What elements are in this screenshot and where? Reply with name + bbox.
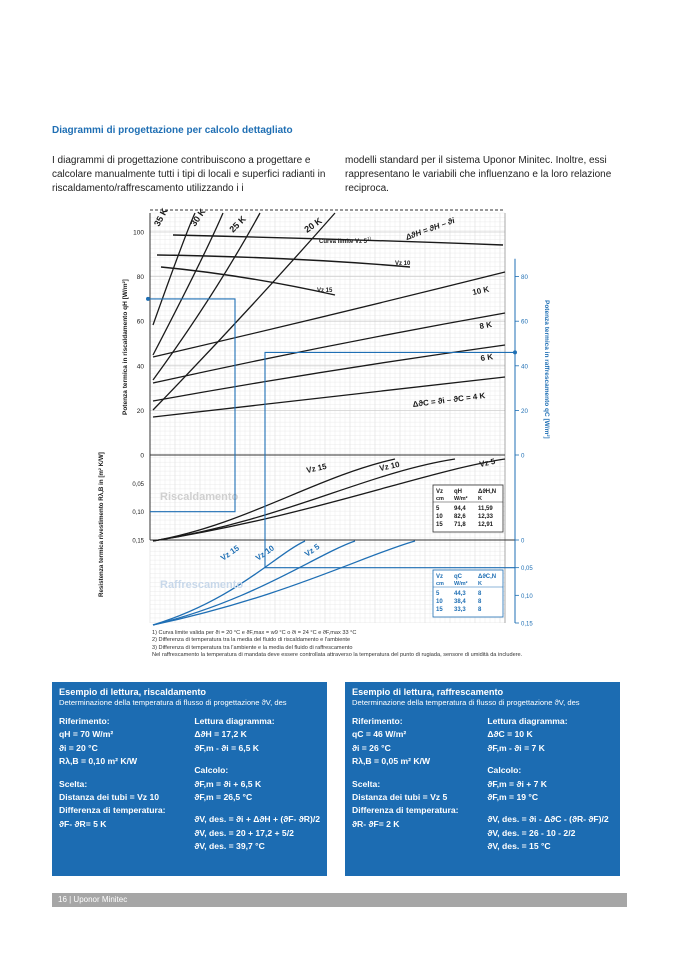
limit-label-superscript: 1) <box>367 236 372 241</box>
cooling-table-unit: W/m² <box>454 581 468 587</box>
line-gap <box>487 755 613 764</box>
heating-reading-point <box>146 297 150 301</box>
section-title: Diagrammi di progettazione per calcolo dettagliato <box>52 125 293 136</box>
left-tick-label: 100 <box>133 229 144 237</box>
left-tick-label: 20 <box>136 407 144 415</box>
example-line: Scelta: <box>352 778 381 789</box>
example-line: qC = 46 W/m² <box>352 729 407 740</box>
resistance-tick-label: 0,15 <box>132 538 144 545</box>
line-gap <box>59 769 194 778</box>
heating-table-unit: K <box>478 496 482 502</box>
example-line: ϑV, des. = 15 °C <box>487 841 551 852</box>
example-line: Distanza dei tubi = Vz 10 <box>59 792 160 803</box>
footnote: 2) Differenza di temperatura tra la media del fluido di riscaldamento e l'ambiente <box>152 637 351 644</box>
heating-table-cell: 5 <box>436 506 440 512</box>
footnote: 3) Differenza di temperatura tra l'ambiente e la media del fluido di raffrescamento <box>152 644 353 651</box>
left-tick-label: 0 <box>140 452 144 460</box>
example-line: ϑF- ϑR= 5 K <box>59 818 107 829</box>
example-line: Scelta: <box>59 778 88 789</box>
right-tick-label: 20 <box>521 407 528 415</box>
cooling-table-header: Vz <box>436 574 444 580</box>
limit-vz10-label: Vz 10 <box>395 261 411 267</box>
cooling-table-unit: cm <box>436 581 444 587</box>
diagram-footnotes <box>152 630 622 660</box>
example-cooling-subtitle: Determinazione della temperatura di flusso di progettazione ϑV, des <box>352 698 580 707</box>
right-tick-label: 40 <box>521 363 528 371</box>
example-line: ϑF,m = ϑi + 6,5 K <box>194 778 262 789</box>
example-line: ϑF,m - ϑi = 6,5 K <box>194 742 260 753</box>
example-line: ϑV, des. = 39,7 °C <box>194 841 265 852</box>
footer-text: 16 | Uponor Minitec <box>58 895 128 904</box>
footnote: Nel raffrescamento la temperatura di mandata deve essere controllata attraverso la temperatura del punto di rugiada, sensore di umidità da includere. <box>152 652 523 659</box>
line-gap <box>352 769 487 778</box>
cooling-curve-label: 6 K <box>479 352 494 363</box>
heating-table-header: ΔϑH,N <box>478 489 497 495</box>
design-diagram <box>95 205 565 635</box>
example-line: ϑF,m = 26,5 °C <box>194 792 253 803</box>
heating-curve-label: 35 K <box>151 206 170 228</box>
example-heating-subtitle: Determinazione della temperatura di flusso di progettazione ϑV, des <box>59 698 287 707</box>
heating-reading-guide <box>148 299 235 512</box>
left-tick-label: 80 <box>136 274 144 282</box>
example-line: ΔϑH = 17,2 K <box>194 729 247 740</box>
cooling-table-unit: K <box>478 581 482 587</box>
heating-resistance-label: Vz 15 <box>305 461 328 475</box>
cooling-resistance-tick-label: 0 <box>521 538 525 545</box>
example-line: Lettura diagramma: <box>487 716 568 726</box>
heating-curve-label: 30 K <box>188 206 208 229</box>
heating-resistance-label: Vz 5 <box>478 456 497 469</box>
heating-table-unit: W/m² <box>454 496 468 502</box>
heating-resistance-label: Vz 10 <box>378 459 401 473</box>
limit-label: Curva limite Vz 5 <box>319 239 368 245</box>
cooling-region-label: Raffrescamento <box>160 579 244 591</box>
heating-table-unit: cm <box>436 496 444 502</box>
cooling-resistance-label: Vz 15 <box>218 543 241 563</box>
example-line: ϑV, des. = 20 + 17,2 + 5/2 <box>194 827 294 838</box>
example-heating-title: Esempio di lettura, riscaldamento <box>59 687 207 697</box>
example-line: ϑF,m = ϑi + 7 K <box>487 778 548 789</box>
heating-curve-2 <box>153 213 260 380</box>
example-line: Differenza di temperatura: <box>352 805 459 816</box>
cooling-resistance-label: Vz 5 <box>302 542 322 559</box>
delta-heating-label: ΔϑH = ϑH – ϑi <box>404 215 456 242</box>
cooling-reading-point <box>513 350 517 354</box>
example-line: Rλ,B = 0,10 m² K/W <box>59 756 138 767</box>
heating-table-header: qH <box>454 489 462 495</box>
intro-text-left: I diagrammi di progettazione contribuiscono a progettare e calcolare manualmente tutti i tipi di locali e superfici radianti in riscaldamento/raffrescamento utilizzando i i <box>52 155 326 194</box>
cooling-table-cell: 15 <box>436 607 443 613</box>
heating-table-cell: 94,4 <box>454 506 466 512</box>
example-line: Rλ,B = 0,05 m² K/W <box>352 756 431 767</box>
cooling-curve-label: 10 K <box>471 284 490 297</box>
right-axis-title: Potenza termica in raffrescamento qC [W/m²] <box>543 300 550 439</box>
example-line: Calcolo: <box>487 765 522 776</box>
example-cooling-box <box>345 682 620 876</box>
cooling-table-cell: 8 <box>478 599 482 605</box>
cooling-table-cell: 38,4 <box>454 599 466 605</box>
left-axis-title: Potenza termica in riscaldamento qH [W/m²] <box>122 279 129 415</box>
example-line: Calcolo: <box>194 765 229 776</box>
example-heating-calculation <box>194 715 320 854</box>
example-line: qH = 70 W/m² <box>59 729 114 740</box>
cooling-resistance-label: Vz 10 <box>253 543 276 563</box>
heating-table-cell: 71,8 <box>454 522 466 528</box>
example-line: ϑi = 26 °C <box>352 742 391 753</box>
example-line: ϑF,m - ϑi = 7 K <box>487 742 545 753</box>
heating-table-cell: 10 <box>436 514 443 520</box>
cooling-curve-1 <box>153 313 505 383</box>
heating-curve-label: 25 K <box>227 213 248 235</box>
heating-table-cell: 12,91 <box>478 522 494 528</box>
resistance-tick-label: 0,05 <box>132 481 144 488</box>
heating-curve-1 <box>153 213 223 355</box>
heating-region-label: Riscaldamento <box>160 491 239 503</box>
right-tick-label: 0 <box>521 452 525 460</box>
example-line: ϑF,m = 19 °C <box>487 792 539 803</box>
cooling-table-cell: 10 <box>436 599 443 605</box>
left-tick-label: 40 <box>136 363 144 371</box>
resistance-tick-label: 0,10 <box>132 510 144 517</box>
cooling-curve-label: ΔϑC = ϑi – ϑC = 4 K <box>412 391 486 409</box>
cooling-curve-2 <box>153 345 505 401</box>
example-line: Distanza dei tubi = Vz 5 <box>352 792 448 803</box>
heating-curve-label: 20 K <box>302 215 324 235</box>
example-line: ΔϑC = 10 K <box>487 729 533 740</box>
right-tick-label: 80 <box>521 274 528 282</box>
example-line: Lettura diagramma: <box>194 716 275 726</box>
example-line: Riferimento: <box>352 716 403 726</box>
example-cooling-inputs <box>352 715 487 854</box>
heating-table-cell: 12,33 <box>478 514 494 520</box>
example-line: Differenza di temperatura: <box>59 805 166 816</box>
right-tick-label: 60 <box>521 318 528 326</box>
cooling-table-header: ΔϑC,N <box>478 574 497 580</box>
cooling-table-cell: 33,3 <box>454 607 466 613</box>
left-tick-label: 60 <box>136 318 144 326</box>
footnote: 1) Curva limite valida per ϑi = 20 °C e ϑF,max = w9 °C o ϑi = 24 °C e ϑF,max 33 °C <box>152 630 357 636</box>
cooling-table-cell: 5 <box>436 591 440 597</box>
heating-table-cell: 15 <box>436 522 443 528</box>
example-cooling-title: Esempio di lettura, raffrescamento <box>352 687 504 697</box>
example-cooling-calculation <box>487 715 613 854</box>
page-footer <box>52 893 627 907</box>
heating-table-header: Vz <box>436 489 444 495</box>
line-gap <box>487 804 613 813</box>
example-line: ϑR- ϑF= 2 K <box>352 818 400 829</box>
heating-table-cell: 11,59 <box>478 506 493 512</box>
example-line: ϑi = 20 °C <box>59 742 98 753</box>
example-heating-inputs <box>59 715 194 854</box>
cooling-table-cell: 8 <box>478 591 482 597</box>
example-line: ϑV, des. = ϑi - ΔϑC - (ϑR- ϑF)/2 <box>487 814 609 825</box>
example-line: Riferimento: <box>59 716 110 726</box>
heating-table-cell: 82,6 <box>454 514 466 520</box>
example-line: ϑV, des. = ϑi + ΔϑH + (ϑF- ϑR)/2 <box>194 814 320 825</box>
cooling-curve-label: 8 K <box>478 319 493 331</box>
example-line: ϑV, des. = 26 - 10 - 2/2 <box>487 827 576 838</box>
cooling-table-cell: 8 <box>478 607 482 613</box>
example-heating-box <box>52 682 327 876</box>
intro-text-right: modelli standard per il sistema Uponor Minitec. Inoltre, essi rappresentano le variabili che influenzano e la loro relazione reciproca. <box>345 155 612 194</box>
cooling-table-cell: 44,3 <box>454 591 466 597</box>
cooling-table-header: qC <box>454 574 462 580</box>
cooling-resistance-tick-label: 0,05 <box>521 566 533 573</box>
line-gap <box>194 755 320 764</box>
cooling-curve-0 <box>153 272 505 357</box>
limit-vz15-label: Vz 15 <box>317 288 333 294</box>
resistance-axis-title: Resistenza termica rivestimento Rλ,B in [m² K/W] <box>98 452 105 597</box>
cooling-resistance-tick-label: 0,10 <box>521 593 533 600</box>
line-gap <box>194 804 320 813</box>
cooling-resistance-tick-label: 0,15 <box>521 621 533 628</box>
limit-curve-vz15 <box>161 267 335 295</box>
